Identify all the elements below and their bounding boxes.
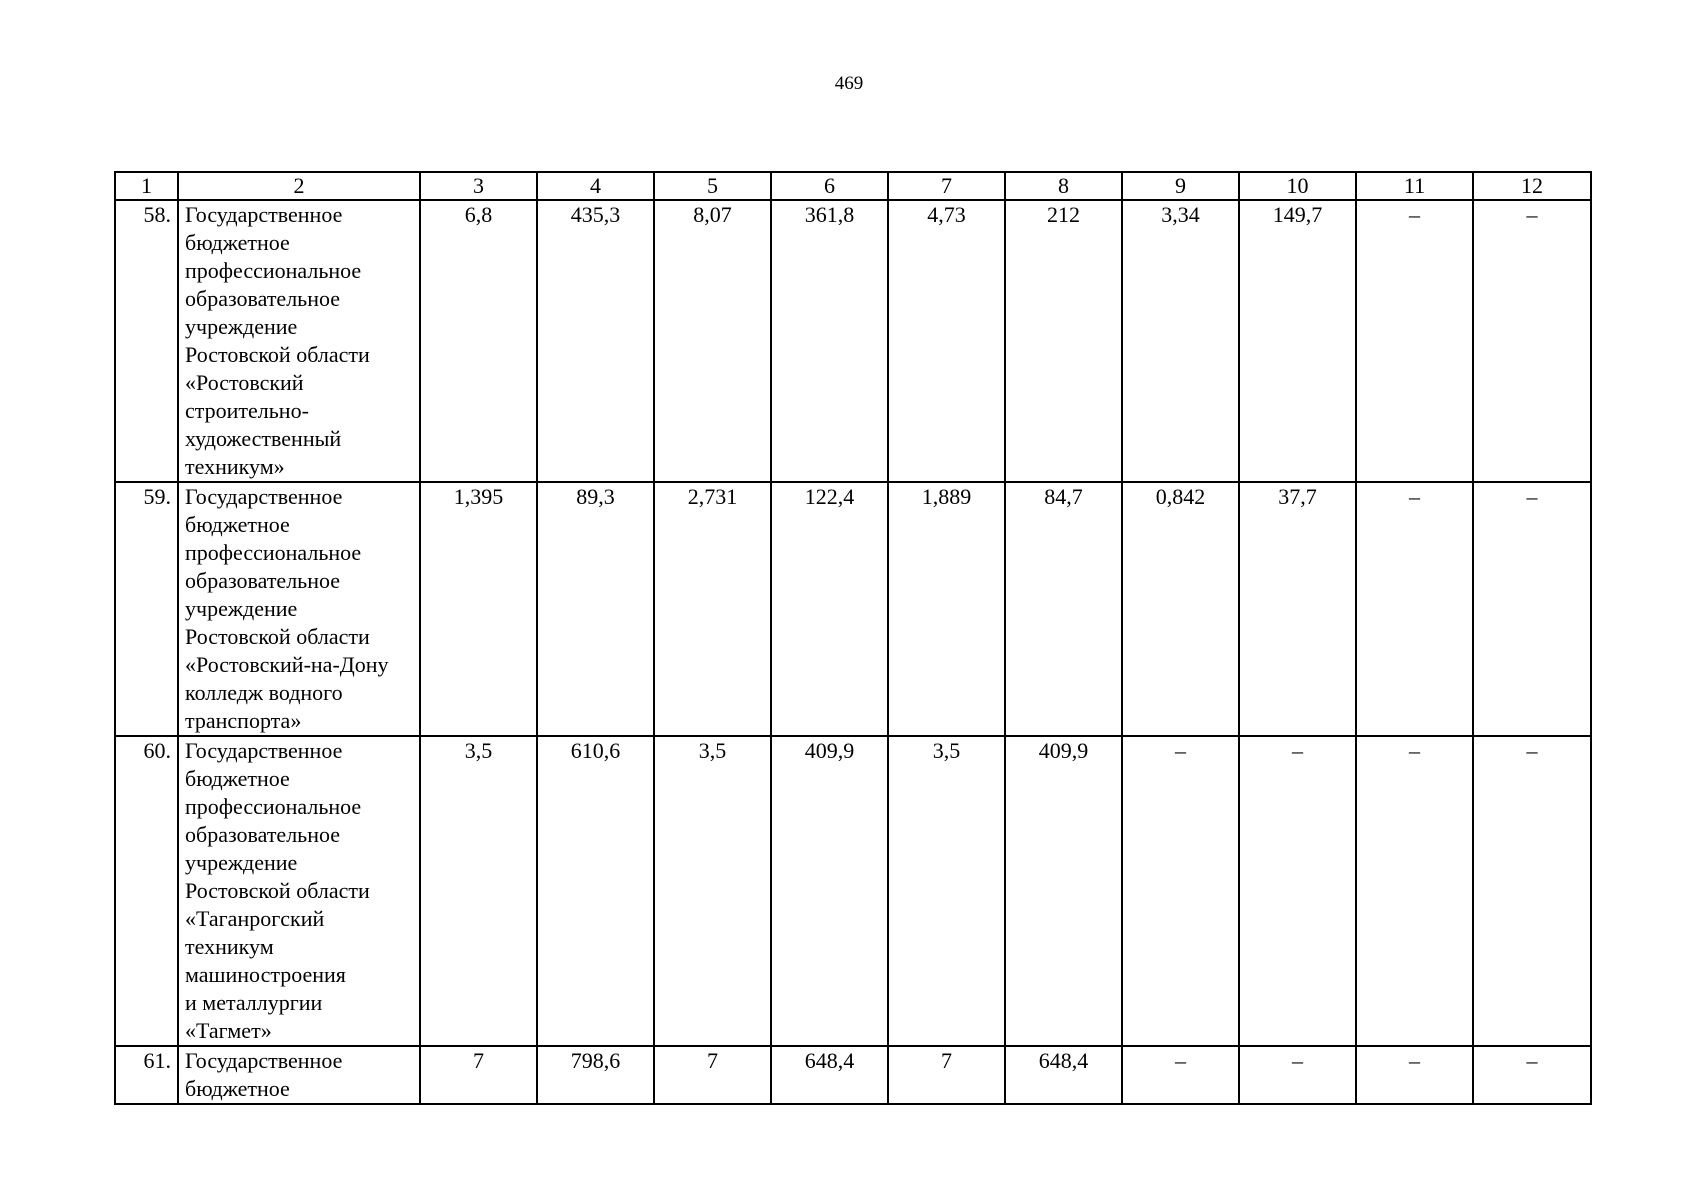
- name-line: машиностроения: [185, 962, 346, 987]
- value-cell: 4,73: [888, 200, 1005, 482]
- name-line: профессиональное: [185, 258, 362, 283]
- row-number: 61.: [115, 1046, 178, 1104]
- name-line: художественный: [185, 426, 342, 451]
- value-cell: 89,3: [537, 482, 654, 736]
- table-row: [115, 736, 1591, 1046]
- name-line: образовательное: [185, 568, 341, 593]
- value-cell: 7: [888, 1046, 1005, 1104]
- value-cell: 3,5: [420, 736, 537, 1046]
- value-cell: 7: [420, 1046, 537, 1104]
- page-number: 469: [834, 73, 864, 94]
- table-body: [115, 200, 1591, 1104]
- row-number: 58.: [115, 200, 178, 482]
- value-cell: 212: [1005, 200, 1122, 482]
- value-cell: –: [1122, 736, 1239, 1046]
- column-header: 7: [888, 172, 1005, 200]
- value-cell: 7: [654, 1046, 771, 1104]
- value-cell: 1,395: [420, 482, 537, 736]
- name-line: Ростовской области: [185, 342, 370, 367]
- table-row: [115, 200, 1591, 482]
- value-cell: 409,9: [1005, 736, 1122, 1046]
- name-line: образовательное: [185, 822, 341, 847]
- name-line: «Тагмет»: [185, 1018, 272, 1043]
- institution-name: [178, 200, 420, 482]
- name-line: учреждение: [185, 850, 298, 875]
- name-line: транспорта»: [185, 708, 302, 733]
- value-cell: –: [1239, 736, 1356, 1046]
- row-number: 60.: [115, 736, 178, 1046]
- value-cell: 1,889: [888, 482, 1005, 736]
- name-line: «Ростовский-на-Дону: [185, 652, 389, 677]
- column-header: 4: [537, 172, 654, 200]
- name-line: Государственное: [185, 202, 343, 227]
- name-line: бюджетное: [185, 1076, 290, 1101]
- data-table: [114, 171, 1592, 1105]
- name-line: бюджетное: [185, 766, 290, 791]
- column-header: 9: [1122, 172, 1239, 200]
- name-line: Государственное: [185, 1048, 343, 1073]
- institution-name: [178, 736, 420, 1046]
- name-line: учреждение: [185, 314, 298, 339]
- name-line: образовательное: [185, 286, 341, 311]
- header-row: [115, 172, 1591, 200]
- table-header: [115, 172, 1591, 200]
- column-header: 1: [115, 172, 178, 200]
- name-line: бюджетное: [185, 230, 290, 255]
- column-header: 8: [1005, 172, 1122, 200]
- value-cell: 84,7: [1005, 482, 1122, 736]
- value-cell: 361,8: [771, 200, 888, 482]
- value-cell: 798,6: [537, 1046, 654, 1104]
- value-cell: 3,5: [654, 736, 771, 1046]
- value-cell: –: [1356, 1046, 1473, 1104]
- value-cell: 610,6: [537, 736, 654, 1046]
- name-line: Ростовской области: [185, 878, 370, 903]
- value-cell: 37,7: [1239, 482, 1356, 736]
- name-line: Ростовской области: [185, 624, 370, 649]
- value-cell: –: [1473, 736, 1591, 1046]
- value-cell: –: [1473, 200, 1591, 482]
- table-row: [115, 482, 1591, 736]
- column-header: 3: [420, 172, 537, 200]
- name-line: Государственное: [185, 484, 343, 509]
- table-row: [115, 1046, 1591, 1104]
- value-cell: 3,5: [888, 736, 1005, 1046]
- name-line: «Ростовский: [185, 370, 304, 395]
- value-cell: –: [1239, 1046, 1356, 1104]
- value-cell: 435,3: [537, 200, 654, 482]
- institution-name: [178, 482, 420, 736]
- row-number: 59.: [115, 482, 178, 736]
- column-header: 12: [1473, 172, 1591, 200]
- value-cell: 648,4: [771, 1046, 888, 1104]
- name-line: техникум: [185, 934, 274, 959]
- institution-name: [178, 1046, 420, 1104]
- value-cell: 8,07: [654, 200, 771, 482]
- name-line: учреждение: [185, 596, 298, 621]
- name-line: техникум»: [185, 454, 285, 479]
- value-cell: 409,9: [771, 736, 888, 1046]
- value-cell: –: [1356, 736, 1473, 1046]
- column-header: 10: [1239, 172, 1356, 200]
- value-cell: –: [1122, 1046, 1239, 1104]
- name-line: Государственное: [185, 738, 343, 763]
- value-cell: –: [1356, 482, 1473, 736]
- value-cell: 6,8: [420, 200, 537, 482]
- value-cell: –: [1473, 1046, 1591, 1104]
- column-header: 6: [771, 172, 888, 200]
- value-cell: 648,4: [1005, 1046, 1122, 1104]
- value-cell: –: [1473, 482, 1591, 736]
- value-cell: 3,34: [1122, 200, 1239, 482]
- value-cell: 0,842: [1122, 482, 1239, 736]
- name-line: строительно-: [185, 398, 309, 423]
- name-line: профессиональное: [185, 794, 362, 819]
- value-cell: 2,731: [654, 482, 771, 736]
- column-header: 5: [654, 172, 771, 200]
- name-line: профессиональное: [185, 540, 362, 565]
- value-cell: 122,4: [771, 482, 888, 736]
- name-line: «Таганрогский: [185, 906, 325, 931]
- name-line: колледж водного: [185, 680, 343, 705]
- column-header: 2: [178, 172, 420, 200]
- name-line: и металлургии: [185, 990, 323, 1015]
- value-cell: 149,7: [1239, 200, 1356, 482]
- value-cell: –: [1356, 200, 1473, 482]
- name-line: бюджетное: [185, 512, 290, 537]
- column-header: 11: [1356, 172, 1473, 200]
